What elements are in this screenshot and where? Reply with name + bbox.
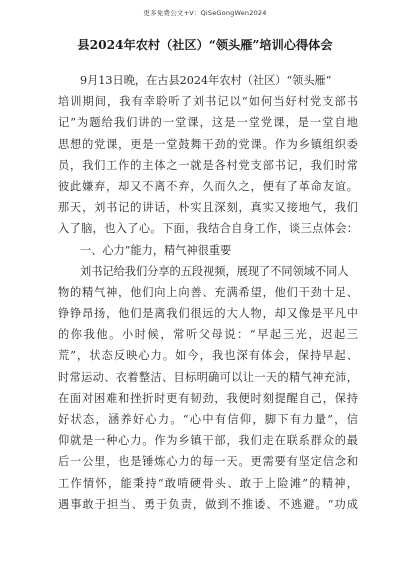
paragraph-line: 员，我们工作的主体之一就是各村党支部书记，我们时常 (58, 158, 358, 172)
paragraph-line: 的你我他。小时候，常听父母说：“早起三光，迟起三 (58, 328, 358, 342)
paragraph-line: 仰就是一种心力。作为乡镇干部，我们走在联系群众的最 (58, 434, 358, 448)
paragraph-line: 时常运动、衣着整洁、目标明确可以让一天的精气神充沛， (58, 370, 358, 384)
paragraph-line: 在面对困难和挫折时更有韧劲，我便时刻提醒自己，保持 (58, 391, 358, 405)
paragraph-line: 荒”，状态反映心力。如今，我也深有体会，保持早起、 (58, 349, 358, 363)
section-heading: 一、心力”能力，精气神很重要 (80, 243, 232, 257)
header-note: 更多免费公文+V：QiSeGongWen2024 (143, 9, 267, 17)
paragraph-line: 物的精气神，他们向上向善、充满希望，他们干劲十足、 (58, 285, 358, 299)
paragraph-line: 工作情怀，能秉持“敢啃硬骨头、敢于上险滩”的精神， (58, 476, 358, 490)
paragraph-line: 那天，刘书记的讲话，朴实且深刻，真实又接地气，我们 (58, 201, 358, 215)
document-body (58, 70, 358, 515)
paragraph-line: 好状态，涵养好心力。“心中有信仰，脚下有力量”，信 (58, 413, 358, 426)
paragraph-line: 遇事敢于担当、勇于负责，做到不推诿、不逃避。“功成 (58, 497, 358, 511)
paragraph-line: 彼此嫌弃，却又不离不弃，久而久之，便有了革命友谊。 (58, 179, 358, 193)
paragraph-line: 铮铮昂扬，他们是离我们很远的大人物，却又像是平凡中 (58, 307, 358, 321)
paragraph-line: 培训期间，我有幸聆听了刘书记以“如何当好村党支部书 (58, 95, 358, 109)
document-title: 县2024年农村（社区）“领头雁”培训心得体会 (77, 38, 333, 52)
paragraph-line: 9月13日晚，在古县2024年农村（社区）“领头雁” (80, 74, 332, 87)
paragraph-line: 入了脑，也入了心。下面，我结合自身工作，谈三点体会： (58, 222, 358, 236)
paragraph-line: 刘书记给我们分享的五段视频，展现了不同领域不同人 (80, 264, 349, 278)
paragraph-line: 记”为题给我们讲的一堂课，这是一堂党课，是一堂自地 (58, 116, 358, 130)
paragraph-line: 思想的党课，更是一堂鼓舞干劲的党课。作为乡镇组织委 (58, 137, 358, 151)
paragraph-line: 后一公里，也是锤炼心力的每一天。更需要有坚定信念和 (58, 455, 358, 469)
